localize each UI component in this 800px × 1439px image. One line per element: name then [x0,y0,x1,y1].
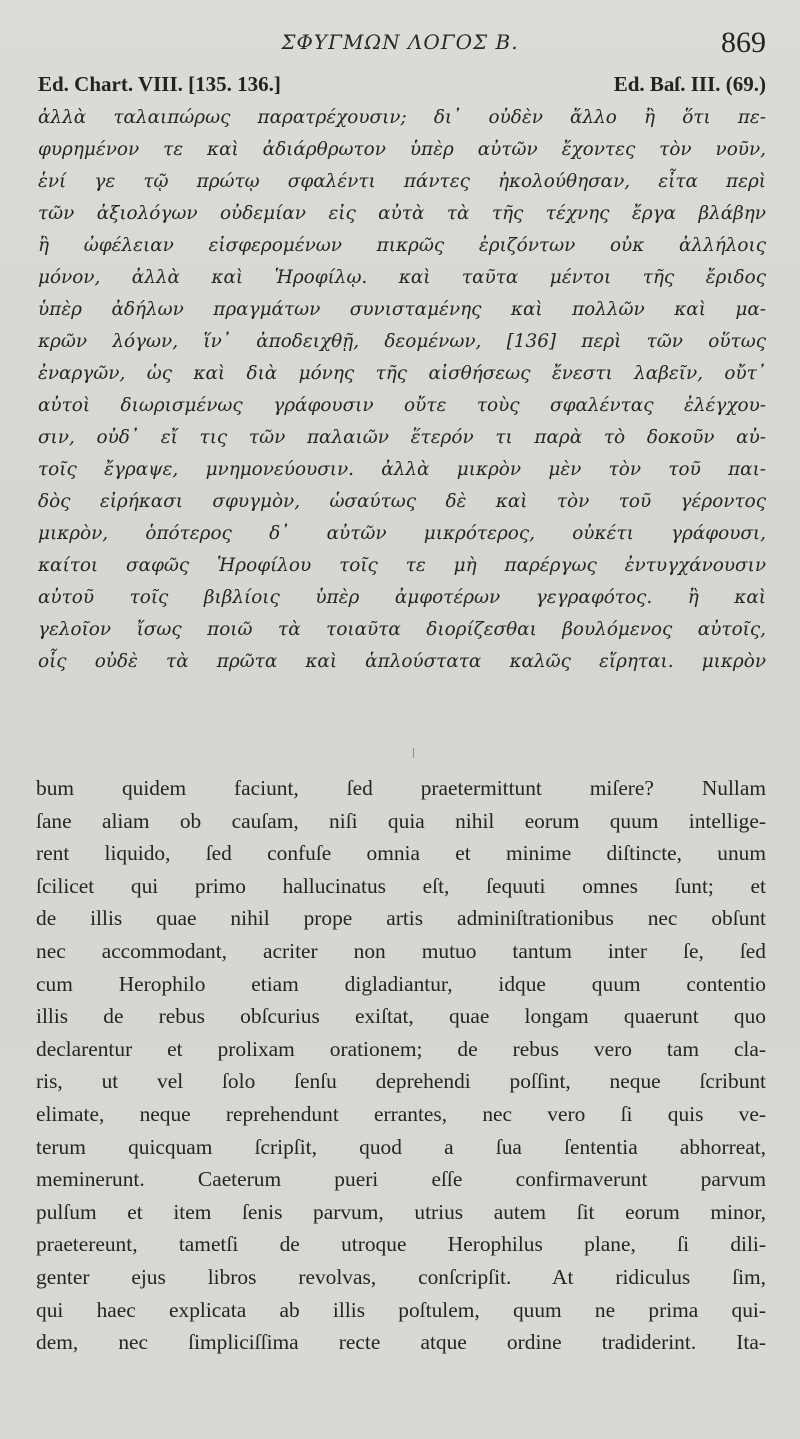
latin-line: illis de rebus obſcurius exiſtat, quae longam quaerunt quo [36,1004,766,1029]
edition-line [38,72,766,98]
latin-line: ris, ut vel ſolo ſenſu deprehendi poſſint, neque ſcribunt [36,1069,766,1094]
latin-line: qui haec explicata ab illis poſtulem, quum ne prima qui- [36,1297,766,1322]
greek-line: μόνον, ἀλλὰ καὶ Ἡροφίλῳ. καὶ ταῦτα μέντοι τῆς ἔριδος [38,267,766,288]
latin-line: ſcilicet qui primo hallucinatus eſt, ſequuti omnes ſunt; et [36,873,766,898]
latin-line: dem, nec ſimpliciſſima recte atque ordine tradiderint. Ita- [36,1330,766,1355]
greek-line: ὑπὲρ ἀδήλων πραγμάτων συνισταμένης καὶ πολλῶν καὶ μα- [38,299,766,320]
greek-line: μικρὸν, ὁπότερος δ᾽ αὐτῶν μικρότερος, οὐκέτι γράφουσι, [38,523,766,544]
latin-text-block [36,772,766,1359]
greek-line: κρῶν λόγων, ἵν᾽ ἀποδειχθῇ, δεομένων, [136] περὶ τῶν οὕτως [38,331,766,352]
latin-line: pulſum et item ſenis parvum, utrius autem ſit eorum minor, [36,1199,766,1224]
greek-line: δὸς εἰρήκασι σφυγμὸν, ὡσαύτως δὲ καὶ τὸν τοῦ γέροντος [38,491,766,512]
latin-line: rent liquido, ſed confuſe omnia et minime diſtincte, unum [36,841,766,866]
latin-line: terum quicquam ſcripſit, quod a ſua ſententia abhorreat, [36,1134,766,1159]
greek-line: τοῖς ἔγραψε, μνημονεύουσιν. ἀλλὰ μικρὸν μὲν τὸν τοῦ παι- [38,459,766,480]
page-number: 869 [721,26,766,59]
latin-line: bum quidem faciunt, ſed praetermittunt miſere? Nullam [36,776,766,800]
edition-reference-chartier: Ed. Chart. VIII. [135. 136.] [38,72,281,96]
greek-line: οἷς οὐδὲ τὰ πρῶτα καὶ ἁπλούστατα καλῶς εἴρηται. μικρὸν [38,651,766,672]
latin-line: declarentur et prolixam orationem; de rebus vero tam cla- [36,1036,766,1061]
greek-line: ἢ ὠφέλειαν εἰσφερομένων πικρῶς ἐριζόντων οὐκ ἀλλήλοις [38,235,766,256]
greek-line: γελοῖον ἴσως ποιῶ τὰ τοιαῦτα διορίζεσθαι βουλόμενος αὐτοῖς, [38,619,766,640]
greek-line: αὐτοὶ διωρισμένως γράφουσιν οὔτε τοὺς σφαλέντας ἐλέγχου- [38,395,766,416]
greek-text-block [38,102,766,678]
greek-line: τῶν ἀξιολόγων οὐδεμίαν εἰς αὐτὰ τὰ τῆς τέχνης ἔργα βλάβην [38,203,766,224]
latin-line: de illis quae nihil prope artis adminiſtrationibus nec obſunt [36,906,766,931]
latin-line: meminerunt. Caeterum pueri eſſe confirmaverunt parvum [36,1167,766,1192]
latin-line: praetereunt, tametſi de utroque Herophilus plane, ſi dili- [36,1232,766,1257]
latin-line: elimate, neque reprehendunt errantes, nec vero ſi quis ve- [36,1101,766,1126]
column-divider-mark [413,748,414,758]
greek-line: φυρημένον τε καὶ ἀδιάρθρωτον ὑπὲρ αὐτῶν ἔχοντες τὸν νοῦν, [38,139,766,160]
running-title: ΣΦΥΓΜΩΝ ΛΟΓΟΣ Β. [281,30,519,54]
latin-line: genter ejus libros revolvas, conſcripſit. At ridiculus ſim, [36,1264,766,1289]
greek-line: ἑνί γε τῷ πρώτῳ σφαλέντι πάντες ἠκολούθησαν, εἶτα περὶ [38,171,766,192]
latin-line: ſane aliam ob cauſam, niſi quia nihil eorum quum intellige- [36,808,766,833]
greek-line: αὐτοῦ τοῖς βιβλίοις ὑπὲρ ἀμφοτέρων γεγραφότος. ἢ καὶ [38,587,766,608]
latin-line: nec accommodant, acriter non mutuo tantum inter ſe, ſed [36,938,766,963]
greek-line: καίτοι σαφῶς Ἡροφίλου τοῖς τε μὴ παρέργως ἐντυγχάνουσιν [38,555,766,576]
greek-line: σιν, οὐδ᾽ εἴ τις τῶν παλαιῶν ἕτερόν τι παρὰ τὸ δοκοῦν αὐ- [38,427,766,448]
greek-line: ἀλλὰ ταλαιπώρως παρατρέχουσιν; δι᾽ οὐδὲν ἄλλο ἢ ὅτι πε- [38,107,766,128]
latin-line: cum Herophilo etiam digladiantur, idque quum contentio [36,971,766,996]
edition-reference-basel: Ed. Baſ. III. (69.) [613,72,766,96]
greek-line: ἐναργῶν, ὡς καὶ διὰ μόνης τῆς αἰσθήσεως ἔνεστι λαβεῖν, οὔτ᾽ [38,363,766,384]
